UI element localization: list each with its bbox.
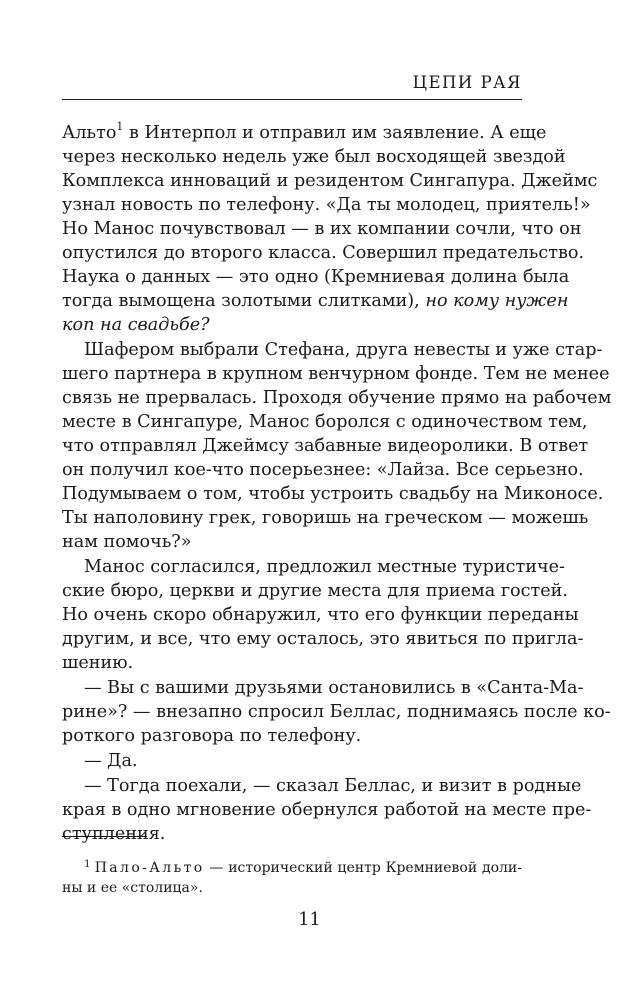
text-line: через несколько недель уже был восходящей звездой [62,147,566,167]
footnote-number: 1 [84,858,91,870]
text-line: Но Манос почувствовал — в их компании сочли, что он [62,219,582,239]
text-line: коп на свадьбе? [62,315,210,335]
text-line: связь не прервалась. Проходя обучение прямо на рабочем [62,388,612,408]
footnote-term: Пало-Альто [94,860,205,876]
footnote-line: ны и ее «столица». [62,880,203,896]
text-line: Наука о данных — это одно (Кремниевая долина была [62,267,570,287]
text-line: Шафером выбрали Стефана, друга невесты и уже стар- [84,340,603,360]
text-line: края в одно мгновение обернулся работой на месте пре- [62,800,592,820]
text-line: нам помочь?» [62,532,192,552]
running-title: ЦЕПИ РАЯ [412,73,522,92]
text-line: ступления. [62,824,166,844]
footnote-line: $^1$ Пало-Альто — исторический центр Кремниевой доли- [84,858,522,876]
footnote-rule [62,836,147,837]
text-line: роткого разговора по телефону. [62,726,362,746]
text-line: шего партнера в крупном венчурном фонде. Тем не менее [62,364,610,384]
text-line: — Тогда поехали, — сказал Беллас, и визит в родные [84,776,582,796]
page-number: 11 [298,910,321,930]
text-line: — Вы с вашими друзьями остановились в «Санта-Ма- [84,678,584,698]
text-line: Альто$^1$ в Интерпол и отправил им заявление. А еще [62,120,547,143]
text-line: ские бюро, церкви и другие места для приема гостей. [62,581,568,601]
italic-phrase: но кому нужен [425,291,569,311]
text-line: он получил кое-что посерьезнее: «Лайза. Все серьезно. [62,460,584,480]
text-line: Ты наполовину грек, говоришь на греческом — можешь [62,508,589,528]
text-line: рине»? — внезапно спросил Беллас, поднимаясь после ко- [62,702,611,722]
footnote-reference[interactable]: 1 [116,120,124,133]
text-line: другим, и все, что ему осталось, это явиться по пригла- [62,629,584,649]
text-line: что отправлял Джеймсу забавные видеоролики. В ответ [62,436,589,456]
text-line: Подумываем о том, чтобы устроить свадьбу на Миконосе. [62,484,604,504]
text-line: Комплекса инноваций и резидентом Сингапура. Джеймс [62,171,598,191]
text-line: — Да. [84,751,138,771]
text-line: Манос согласился, предложил местные туристиче- [84,557,565,577]
text-line: тогда вымощена золотыми слитками), но кому нужен [62,291,569,311]
text-line: узнал новость по телефону. «Да ты молодец, приятель!» [62,195,591,215]
text-line: Но очень скоро обнаружил, что его функции переданы [62,605,579,625]
text-line: месте в Сингапуре, Манос боролся с одиночеством тем, [62,412,588,432]
text-line: шению. [62,653,134,673]
header-rule [62,99,522,100]
text-line: опустился до второго класса. Совершил предательство. [62,243,585,263]
